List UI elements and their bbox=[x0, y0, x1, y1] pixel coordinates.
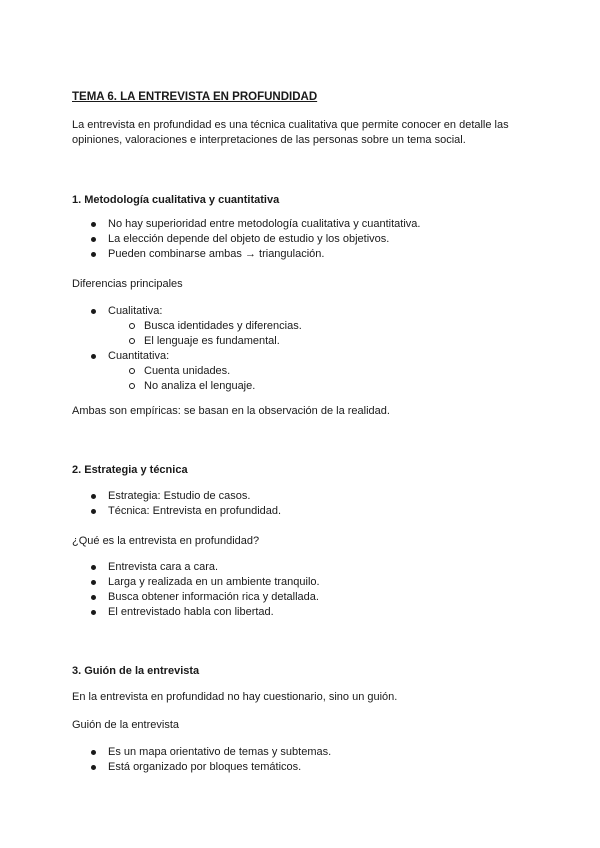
list-item-text: La elección depende del objeto de estudio y los objetivos. bbox=[108, 233, 390, 245]
hollow-bullet-icon bbox=[129, 338, 135, 344]
hollow-bullet-icon bbox=[129, 323, 135, 329]
list-item bbox=[72, 760, 331, 775]
list-item bbox=[72, 605, 320, 620]
section3-heading: 3. Guión de la entrevista bbox=[72, 665, 200, 677]
sublist-item bbox=[108, 364, 302, 379]
list-item-text: No hay superioridad entre metodología cualitativa y cuantitativa. bbox=[108, 218, 421, 230]
section2-answer-list bbox=[72, 560, 320, 620]
section3-paragraph: En la entrevista en profundidad no hay cuestionario, sino un guión. bbox=[72, 691, 398, 703]
list-item-text: Entrevista cara a cara. bbox=[108, 561, 219, 573]
bullet-icon bbox=[91, 252, 96, 257]
bullet-icon bbox=[91, 354, 96, 359]
section1-closing: Ambas son empíricas: se basan en la observación de la realidad. bbox=[72, 405, 390, 417]
list-item-cuantitativa bbox=[72, 349, 302, 394]
bullet-icon bbox=[91, 610, 96, 615]
section2-question: ¿Qué es la entrevista en profundidad? bbox=[72, 535, 260, 547]
intro-paragraph bbox=[72, 118, 522, 148]
list-item bbox=[72, 560, 320, 575]
list-item-text: Busca obtener información rica y detallada. bbox=[108, 591, 319, 603]
list-item-text: Estrategia: Estudio de casos. bbox=[108, 490, 251, 502]
bullet-icon bbox=[91, 750, 96, 755]
cuantitativa-sublist bbox=[108, 364, 302, 394]
bullet-icon bbox=[91, 222, 96, 227]
section3-subheading: Guión de la entrevista bbox=[72, 719, 180, 731]
differences-list bbox=[72, 304, 302, 394]
sublist-item-text: No analiza el lenguaje. bbox=[144, 380, 256, 392]
sublist-item bbox=[108, 319, 302, 334]
bullet-icon bbox=[91, 509, 96, 514]
sublist-item-text: Busca identidades y diferencias. bbox=[144, 320, 302, 332]
bullet-icon bbox=[91, 237, 96, 242]
bullet-icon bbox=[91, 765, 96, 770]
sublist-item-text: Cuenta unidades. bbox=[144, 365, 231, 377]
section2-bullet-list bbox=[72, 489, 281, 519]
list-item bbox=[72, 232, 420, 247]
list-item-text: Técnica: Entrevista en profundidad. bbox=[108, 505, 282, 517]
sublist-item bbox=[108, 379, 302, 394]
section1-heading: 1. Metodología cualitativa y cuantitativa bbox=[72, 194, 280, 206]
intro-line-2: opiniones, valoraciones e interpretaciones de las personas sobre un tema social. bbox=[72, 134, 466, 146]
document-title: TEMA 6. LA ENTREVISTA EN PROFUNDIDAD bbox=[72, 91, 318, 103]
hollow-bullet-icon bbox=[129, 368, 135, 374]
list-item-text: El entrevistado habla con libertad. bbox=[108, 606, 274, 618]
section2-heading: 2. Estrategia y técnica bbox=[72, 464, 188, 476]
intro-line-1: La entrevista en profundidad es una técnica cualitativa que permite conocer en detalle las bbox=[72, 119, 509, 131]
list-item bbox=[72, 575, 320, 590]
list-item-text: Larga y realizada en un ambiente tranquilo. bbox=[108, 576, 320, 588]
bullet-icon bbox=[91, 494, 96, 499]
bullet-icon bbox=[91, 565, 96, 570]
section1-subheading: Diferencias principales bbox=[72, 278, 183, 290]
section3-bullet-list bbox=[72, 745, 331, 775]
list-item-text: Es un mapa orientativo de temas y subtemas. bbox=[108, 746, 332, 758]
list-item bbox=[72, 745, 331, 760]
list-item bbox=[72, 504, 281, 519]
list-item-text: Está organizado por bloques temáticos. bbox=[108, 761, 302, 773]
list-item-text: Cualitativa: bbox=[108, 305, 163, 317]
list-item-cualitativa bbox=[72, 304, 302, 349]
cualitativa-sublist bbox=[108, 319, 302, 349]
list-item-text: Cuantitativa: bbox=[108, 350, 170, 362]
bullet-icon bbox=[91, 309, 96, 314]
bullet-icon bbox=[91, 580, 96, 585]
hollow-bullet-icon bbox=[129, 383, 135, 389]
bullet-icon bbox=[91, 595, 96, 600]
list-item bbox=[72, 217, 420, 232]
list-item bbox=[72, 590, 320, 605]
sublist-item bbox=[108, 334, 302, 349]
section1-bullet-list bbox=[72, 217, 420, 262]
sublist-item-text: El lenguaje es fundamental. bbox=[144, 335, 280, 347]
list-item bbox=[72, 489, 281, 504]
list-item bbox=[72, 247, 420, 262]
list-item-text: Pueden combinarse ambas → triangulación. bbox=[108, 248, 325, 260]
